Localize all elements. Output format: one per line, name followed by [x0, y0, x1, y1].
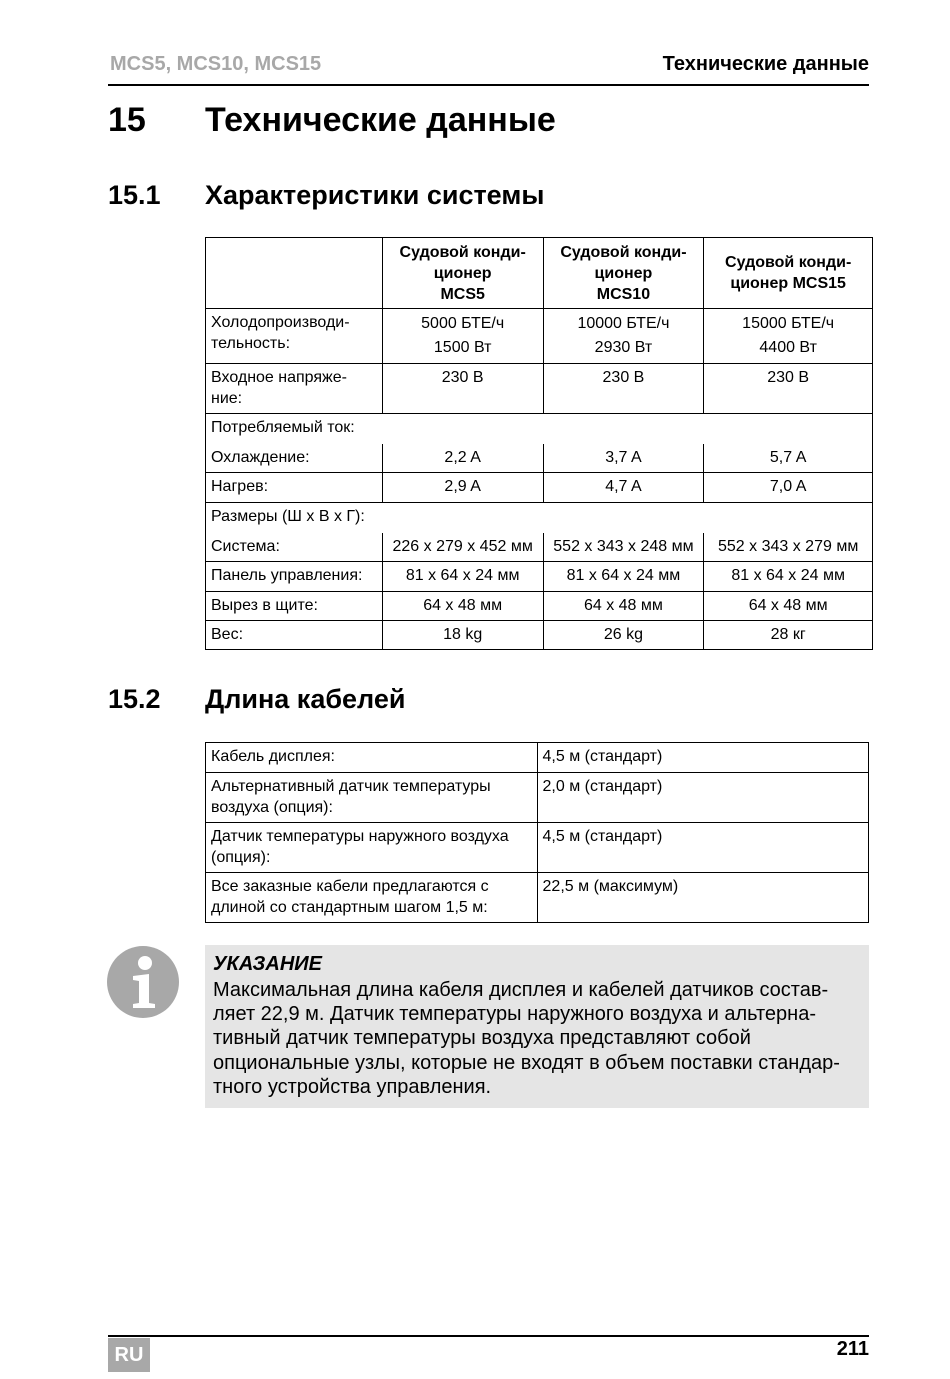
table-row — [206, 743, 869, 773]
page-header — [108, 52, 869, 86]
table-row — [206, 823, 869, 873]
cell: 81 x 64 x 24 мм — [704, 562, 873, 592]
section2-number: 15.2 — [108, 684, 161, 714]
row-label: Датчик температуры наружного воздуха (опция): — [206, 823, 538, 873]
cell: 230 В — [543, 364, 704, 414]
cell: 81 x 64 x 24 мм — [382, 562, 543, 592]
table-row — [206, 562, 873, 592]
row-label: Система: — [206, 533, 383, 562]
cell: 230 В — [382, 364, 543, 414]
cell: 18 kg — [382, 621, 543, 650]
cell: 10000 БТЕ/ч 2930 Вт — [543, 309, 704, 364]
table-row — [206, 473, 873, 503]
section1-number: 15.1 — [108, 180, 161, 210]
table-row — [206, 873, 869, 923]
cell: 4,5 м (стандарт) — [537, 823, 868, 873]
cell: 552 x 343 x 279 мм — [704, 533, 873, 562]
notice-text: Максимальная длина кабеля дисплея и кабелей датчиков состав- ляет 22,9 м. Датчик температуры наружного воздуха и альтерна- тивный датчик температуры воздуха представляют собой опциональные узлы, которые не входят в объем поставки стандар- тного устройства управления. — [213, 979, 840, 1098]
cell: 15000 БТЕ/ч 4400 Вт — [704, 309, 873, 364]
chapter-title: Технические данные — [205, 101, 556, 139]
cell: 226 x 279 x 452 мм — [382, 533, 543, 562]
chapter-number: 15 — [108, 101, 146, 139]
section1-title: Характеристики системы — [205, 180, 545, 210]
cell: 4,7 A — [543, 473, 704, 503]
table-row — [206, 621, 873, 650]
header-cell: Судовой конди- ционер MCS5 — [382, 238, 543, 309]
header-cell: Судовой конди- ционер MCS15 — [704, 238, 873, 309]
cell: 64 x 48 мм — [382, 592, 543, 621]
cell: 26 kg — [543, 621, 704, 650]
cell: 28 кг — [704, 621, 873, 650]
cell: 7,0 A — [704, 473, 873, 503]
group-label: Размеры (Ш x В x Г): — [206, 503, 873, 533]
cell: 5,7 A — [704, 444, 873, 473]
cell: 230 В — [704, 364, 873, 414]
row-label: Вес: — [206, 621, 383, 650]
table-group-row — [206, 414, 873, 444]
specs-table — [205, 237, 873, 650]
header-cell-empty — [206, 238, 383, 309]
row-label: Кабель дисплея: — [206, 743, 538, 773]
table-row — [206, 364, 873, 414]
table-row — [206, 444, 873, 473]
row-label: Панель управления: — [206, 562, 383, 592]
row-label: Холодопроизводи- тельность: — [206, 309, 383, 364]
row-label: Вырез в щите: — [206, 592, 383, 621]
cell: 2,9 A — [382, 473, 543, 503]
table-row — [206, 309, 873, 364]
cell: 64 x 48 мм — [543, 592, 704, 621]
cell: 552 x 343 x 248 мм — [543, 533, 704, 562]
cell: 64 x 48 мм — [704, 592, 873, 621]
footer-divider — [108, 1335, 869, 1337]
table-group-row — [206, 503, 873, 533]
cell: 81 x 64 x 24 мм — [543, 562, 704, 592]
header-models: MCS5, MCS10, MCS15 — [110, 53, 322, 75]
section2-title: Длина кабелей — [205, 684, 406, 714]
page-number: 211 — [836, 1338, 869, 1360]
table-header-row — [206, 238, 873, 309]
cell: 3,7 A — [543, 444, 704, 473]
table-row — [206, 773, 869, 823]
cell: 2,0 м (стандарт) — [537, 773, 868, 823]
cell: 2,2 A — [382, 444, 543, 473]
table-row — [206, 533, 873, 562]
cables-table — [205, 742, 869, 923]
header-section: Технические данные — [662, 53, 869, 75]
row-label: Альтернативный датчик температуры воздуха (опция): — [206, 773, 538, 823]
row-label: Все заказные кабели предлагаются с длиной со стандартным шагом 1,5 м: — [206, 873, 538, 923]
notice-box — [205, 945, 869, 1108]
notice-title: УКАЗАНИЕ — [213, 953, 322, 975]
row-label: Охлаждение: — [206, 444, 383, 473]
language-badge: RU — [108, 1338, 150, 1372]
group-label: Потребляемый ток: — [206, 414, 873, 444]
table-row — [206, 592, 873, 621]
row-label: Нагрев: — [206, 473, 383, 503]
row-label: Входное напряже- ние: — [206, 364, 383, 414]
cell: 4,5 м (стандарт) — [537, 743, 868, 773]
info-icon — [106, 945, 180, 1019]
cell: 5000 БТЕ/ч 1500 Вт — [382, 309, 543, 364]
cell: 22,5 м (максимум) — [537, 873, 868, 923]
header-cell: Судовой конди- ционер MCS10 — [543, 238, 704, 309]
